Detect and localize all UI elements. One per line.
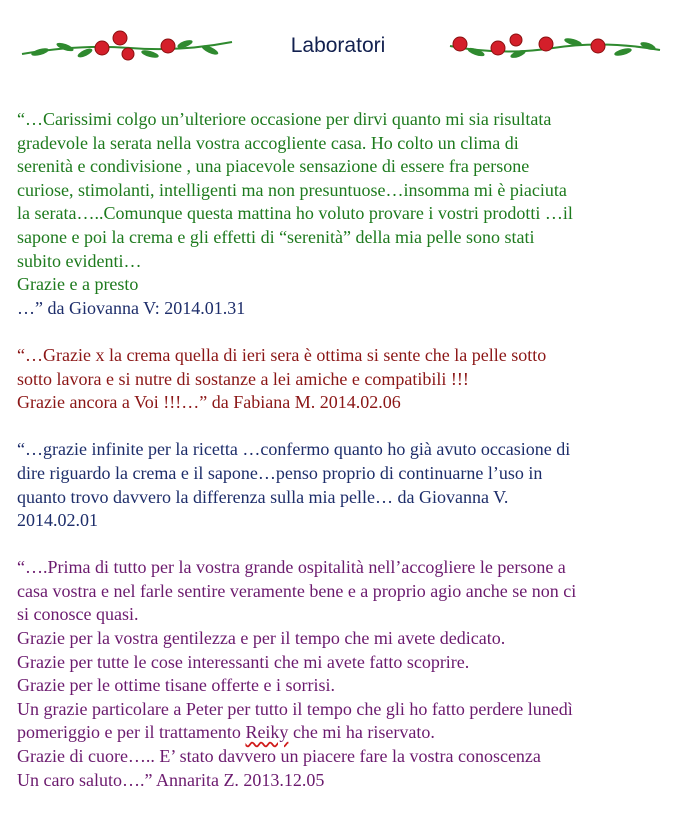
testimonial-line: “…grazie infinite per la ricetta …confermo quanto ho già avuto occasione di (17, 439, 571, 460)
testimonial-giovanna-2 (17, 438, 667, 532)
testimonial-line: casa vostra e nel farle sentire veramente bene e a proprio agio anche se non ci (17, 580, 577, 601)
testimonial-line: “…Grazie x la crema quella di ieri sera è ottima si sente che la pelle sotto (17, 344, 547, 365)
reiky-line-before: pomeriggio e per il trattamento (17, 722, 246, 743)
testimonial-line: si conosce quasi. (17, 604, 139, 625)
rose-garland-left-icon (20, 26, 235, 66)
testimonial-fabiana (17, 344, 667, 415)
testimonial-line: Grazie per la vostra gentilezza e per il tempo che mi avete dedicato. (17, 628, 506, 649)
testimonial-line: Grazie ancora a Voi !!!…” da Fabiana M. 2014.02.06 (17, 392, 401, 413)
testimonial-line: Grazie di cuore….. E’ stato davvero un piacere fare la vostra conoscenza (17, 746, 541, 767)
testimonial-line: quanto trovo davvero la differenza sulla mia pelle… da Giovanna V. (17, 486, 509, 507)
testimonial-line: 2014.02.01 (17, 510, 98, 531)
testimonial-line: la serata…..Comunque questa mattina ho voluto provare i vostri prodotti …il (17, 203, 573, 224)
testimonials (17, 108, 667, 816)
testimonial-line: curiose, stimolanti, intelligenti ma non presuntuose…insomma mi è piaciuta (17, 179, 567, 200)
testimonial-line: gradevole la serata nella vostra accogliente casa. Ho colto un clima di (17, 132, 519, 153)
header (0, 0, 694, 80)
testimonial-line: “….Prima di tutto per la vostra grande ospitalità nell’accogliere le persone a (17, 557, 566, 578)
rose-garland-right-icon (448, 26, 663, 66)
testimonial-line: Grazie e a presto (17, 274, 139, 295)
testimonial-line-reiky (17, 721, 667, 745)
testimonial-line: sotto lavora e si nutre di sostanze a lei amiche e compatibili !!! (17, 368, 469, 389)
testimonial-line: Un grazie particolare a Peter per tutto il tempo che gli ho fatto perdere lunedì (17, 698, 573, 719)
testimonial-signature: …” da Giovanna V: 2014.01.31 (17, 297, 246, 318)
testimonial-line: dire riguardo la crema e il sapone…penso proprio di continuarne l’uso in (17, 462, 543, 483)
reiky-word: Reiky (245, 722, 289, 743)
testimonial-line: serenità e condivisione , una piacevole sensazione di essere fra persone (17, 156, 530, 177)
page-title: Laboratori (290, 34, 386, 57)
testimonial-line: Grazie per tutte le cose interessanti che mi avete fatto scoprire. (17, 651, 470, 672)
testimonial-line: “…Carissimi colgo un’ulteriore occasione per dirvi quanto mi sia risultata (17, 109, 552, 129)
testimonial-giovanna-1 (17, 108, 667, 320)
testimonial-signature: Un caro saluto….” Annarita Z. 2013.12.05 (17, 769, 325, 790)
reiky-line-after: che mi ha riservato. (288, 722, 435, 743)
testimonial-annarita (17, 556, 667, 792)
testimonial-line: subito evidenti… (17, 250, 142, 271)
testimonial-line: Grazie per le ottime tisane offerte e i sorrisi. (17, 675, 336, 696)
testimonial-line: sapone e poi la crema e gli effetti di “serenità” della mia pelle sono stati (17, 226, 535, 247)
